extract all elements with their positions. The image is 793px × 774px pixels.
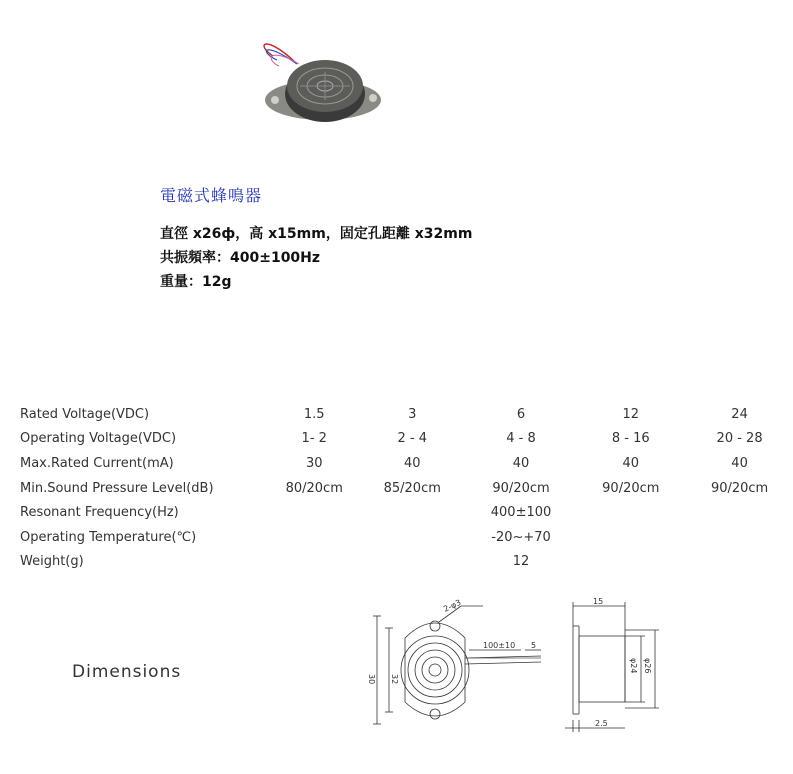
table-cell [271, 500, 358, 525]
table-cell [575, 500, 686, 525]
table-cell: 1- 2 [301, 431, 327, 447]
table-cell [686, 500, 793, 525]
outer-diameter-label: φ26 [643, 658, 652, 674]
table-cell [575, 550, 686, 575]
table-cell [271, 550, 358, 575]
height-label: 15 [593, 597, 604, 606]
table-cell: 12 [622, 406, 640, 422]
table-cell: 400±100 [490, 505, 552, 521]
inner-diameter-label: φ24 [629, 658, 638, 674]
product-title: 電磁式蜂鳴器 [160, 186, 263, 205]
table-cell: 4 - 8 [506, 431, 536, 447]
table-row [14, 451, 793, 476]
table-cell: 24 [731, 406, 748, 422]
row-label: Rated Voltage(VDC) [20, 406, 150, 422]
table-cell: 8 - 16 [611, 431, 650, 447]
table-cell: 1.5 [303, 406, 325, 422]
table-row [14, 476, 793, 501]
table-cell [358, 500, 467, 525]
spec-frequency: 共振頻率：400±100Hz [160, 250, 321, 266]
spec-weight: 重量：12g [160, 274, 232, 290]
spec-dimensions: 直徑 x26ф，高 x15mm，固定孔距離 x32mm [160, 226, 473, 242]
side-view-drawing [565, 596, 675, 740]
table-cell: 6 [516, 406, 526, 422]
buzzer-photo [255, 34, 385, 124]
table-cell: 20 - 28 [716, 431, 763, 447]
row-label: Min.Sound Pressure Level(dB) [20, 480, 214, 496]
flange-thickness-label: 2.5 [595, 719, 608, 728]
table-cell: -20~+70 [491, 529, 551, 545]
table-cell [686, 550, 793, 575]
table-cell [575, 525, 686, 550]
row-label: Operating Temperature(℃) [20, 529, 197, 545]
table-row [14, 525, 793, 550]
table-cell: 90/20cm [710, 480, 769, 496]
table-cell [271, 525, 358, 550]
row-label: Operating Voltage(VDC) [20, 431, 177, 447]
table-row [14, 500, 793, 525]
table-cell: 2 - 4 [397, 431, 427, 447]
table-cell [686, 525, 793, 550]
table-cell: 30 [305, 455, 323, 471]
table-cell: 90/20cm [602, 480, 660, 496]
pitch-label: 32 [390, 674, 399, 685]
table-cell: 40 [403, 455, 421, 471]
table-row [14, 550, 793, 575]
table-cell: 40 [512, 455, 530, 471]
table-row [14, 402, 793, 427]
dimensions-heading: Dimensions [72, 662, 182, 682]
lead-length-label: 100±10 [483, 641, 516, 650]
table-cell [358, 525, 467, 550]
table-cell: 40 [731, 455, 748, 471]
width-label: 30 [367, 674, 376, 685]
front-view-drawing [365, 598, 555, 738]
row-label: Weight(g) [20, 554, 84, 570]
table-cell: 80/20cm [285, 480, 343, 496]
row-label: Resonant Frequency(Hz) [20, 505, 179, 521]
table-cell: 90/20cm [492, 480, 550, 496]
table-cell: 40 [622, 455, 640, 471]
specification-table [14, 402, 793, 574]
hole-size-label: 2-φ3 [442, 598, 463, 614]
table-cell [358, 550, 467, 575]
table-cell: 12 [512, 554, 530, 570]
row-label: Max.Rated Current(mA) [20, 455, 174, 471]
table-cell: 3 [408, 406, 417, 422]
table-cell: 85/20cm [383, 480, 441, 496]
table-row [14, 427, 793, 452]
strip-length-label: 5 [531, 641, 537, 650]
